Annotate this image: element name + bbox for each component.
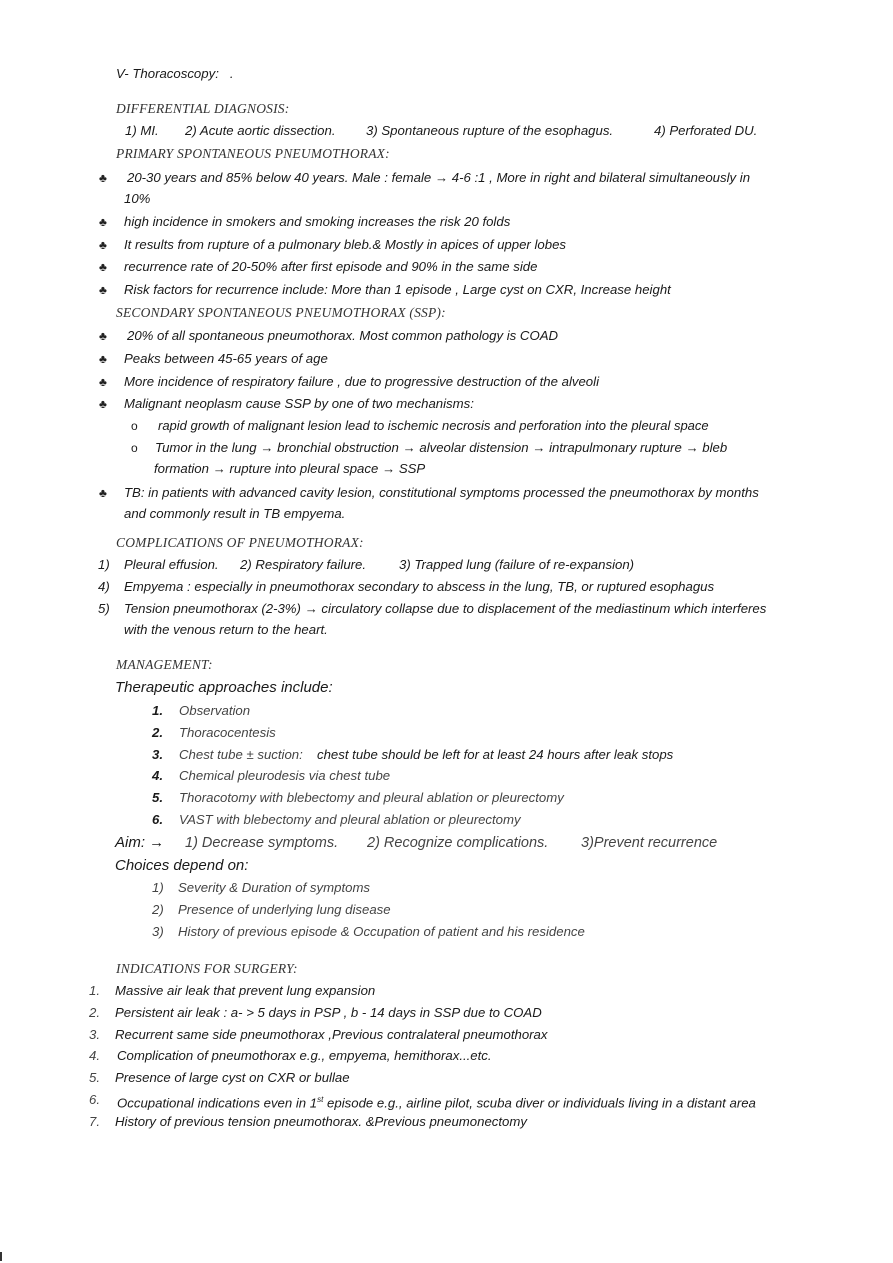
complication-item-continuation: with the venous return to the heart. <box>124 622 328 637</box>
circle-bullet-icon: o <box>131 419 138 433</box>
surgery-item: Massive air leak that prevent lung expansion <box>115 983 376 998</box>
approach-item-note: chest tube should be left for at least 24 hours after leak stops <box>317 747 674 762</box>
complication-number: 4) <box>98 579 110 594</box>
surgery-item: Complication of pneumothorax e.g., empyema, hemithorax...etc. <box>117 1048 492 1063</box>
primary-bullet: It results from rupture of a pulmonary bleb.& Mostly in apices of upper lobes <box>124 237 566 252</box>
club-bullet-icon: ♣ <box>99 397 107 411</box>
secondary-tb-bullet: TB: in patients with advanced cavity lesion, constitutional symptoms processed the pneumothorax by months <box>124 485 759 500</box>
differential-item: 1) MI. <box>125 123 159 138</box>
choice-number: 3) <box>152 924 164 939</box>
primary-bullet: recurrence rate of 20-50% after first episode and 90% in the same side <box>124 259 538 274</box>
choice-item: Severity & Duration of symptoms <box>178 880 371 895</box>
surgery-item: Presence of large cyst on CXR or bullae <box>115 1070 350 1085</box>
approach-item: Chest tube ± suction: <box>179 747 303 762</box>
differential-item: 3) Spontaneous rupture of the esophagus. <box>366 123 614 138</box>
surgery-number: 7. <box>89 1114 100 1129</box>
approach-number: 4. <box>152 768 163 783</box>
aim-label: Aim: → <box>115 834 165 851</box>
section-title-thoracoscopy: V- Thoracoscopy: . <box>116 66 234 81</box>
approach-item: Observation <box>179 703 251 718</box>
differential-heading: DIFFERENTIAL DIAGNOSIS: <box>116 101 290 116</box>
approach-number: 6. <box>152 812 163 827</box>
differential-item: 4) Perforated DU. <box>654 123 758 138</box>
primary-heading: PRIMARY SPONTANEOUS PNEUMOTHORAX: <box>116 146 390 161</box>
club-bullet-icon: ♣ <box>99 260 107 274</box>
aim-item: 1) Decrease symptoms. <box>185 835 339 851</box>
secondary-bullet: 20% of all spontaneous pneumothorax. Most common pathology is COAD <box>127 328 559 343</box>
surgery-number: 2. <box>89 1005 100 1020</box>
approach-item: VAST with blebectomy and pleural ablation or pleurectomy <box>179 812 521 827</box>
approach-number: 1. <box>152 703 163 718</box>
complication-number: 5) <box>98 601 110 616</box>
management-intro: Therapeutic approaches include: <box>115 679 333 696</box>
complication-number: 1) <box>98 557 110 572</box>
approach-item: Thoracocentesis <box>179 725 276 740</box>
circle-bullet-icon: o <box>131 441 138 455</box>
choices-label: Choices depend on: <box>115 857 249 874</box>
surgery-number: 3. <box>89 1027 100 1042</box>
surgery-item: Persistent air leak : a- > 5 days in PSP , b - 14 days in SSP due to COAD <box>115 1005 542 1020</box>
approach-item: Chemical pleurodesis via chest tube <box>179 768 391 783</box>
club-bullet-icon: ♣ <box>99 171 107 185</box>
approach-number: 3. <box>152 747 163 762</box>
club-bullet-icon: ♣ <box>99 486 107 500</box>
secondary-sub-bullet: Tumor in the lung → bronchial obstruction → alveolar distension → intrapulmonary rupture → bleb <box>155 440 728 455</box>
club-bullet-icon: ♣ <box>99 375 107 389</box>
primary-bullet-continuation: 10% <box>124 191 151 206</box>
choice-item: History of previous episode & Occupation of patient and his residence <box>178 924 585 939</box>
club-bullet-icon: ♣ <box>99 329 107 343</box>
secondary-sub-bullet-continuation: formation → rupture into pleural space → SSP <box>154 461 426 476</box>
complication-item: 3) Trapped lung (failure of re-expansion) <box>399 557 635 572</box>
secondary-bullet: Malignant neoplasm cause SSP by one of two mechanisms: <box>124 396 474 411</box>
surgery-number: 6. <box>89 1092 100 1107</box>
club-bullet-icon: ♣ <box>99 283 107 297</box>
complication-item: Empyema : especially in pneumothorax secondary to abscess in the lung, TB, or ruptured esophagus <box>124 579 715 594</box>
primary-bullet: 20-30 years and 85% below 40 years. Male : female → 4-6 :1 , More in right and bilateral simultaneously in <box>127 170 751 185</box>
surgery-heading: INDICATIONS FOR SURGERY: <box>116 961 298 976</box>
scan-edge-mark <box>0 1252 2 1261</box>
surgery-number: 4. <box>89 1048 100 1063</box>
surgery-item: History of previous tension pneumothorax. &Previous pneumonectomy <box>115 1114 527 1129</box>
surgery-item: Occupational indications even in 1st episode e.g., airline pilot, scuba diver or individuals living in a distant area <box>117 1095 756 1111</box>
secondary-bullet: More incidence of respiratory failure , due to progressive destruction of the alveoli <box>124 374 599 389</box>
approach-number: 5. <box>152 790 163 805</box>
complication-item: Tension pneumothorax (2-3%) → circulatory collapse due to displacement of the mediastinum which interferes <box>124 601 767 616</box>
management-heading: MANAGEMENT: <box>116 657 213 672</box>
approach-number: 2. <box>152 725 163 740</box>
choice-number: 2) <box>152 902 164 917</box>
surgery-item: Recurrent same side pneumothorax ,Previous contralateral pneumothorax <box>115 1027 548 1042</box>
club-bullet-icon: ♣ <box>99 238 107 252</box>
secondary-heading: SECONDARY SPONTANEOUS PNEUMOTHORAX (SSP): <box>116 305 446 320</box>
choice-item: Presence of underlying lung disease <box>178 902 391 917</box>
surgery-number: 1. <box>89 983 100 998</box>
choice-number: 1) <box>152 880 164 895</box>
secondary-bullet: Peaks between 45-65 years of age <box>124 351 328 366</box>
complications-heading: COMPLICATIONS OF PNEUMOTHORAX: <box>116 535 364 550</box>
primary-bullet: high incidence in smokers and smoking increases the risk 20 folds <box>124 214 511 229</box>
secondary-sub-bullet: rapid growth of malignant lesion lead to ischemic necrosis and perforation into the pleural space <box>158 418 709 433</box>
surgery-number: 5. <box>89 1070 100 1085</box>
aim-item: 3)Prevent recurrence <box>581 835 718 851</box>
primary-bullet: Risk factors for recurrence include: More than 1 episode , Large cyst on CXR, Increase height <box>124 282 671 297</box>
club-bullet-icon: ♣ <box>99 352 107 366</box>
aim-item: 2) Recognize complications. <box>367 835 549 851</box>
club-bullet-icon: ♣ <box>99 215 107 229</box>
differential-item: 2) Acute aortic dissection. <box>185 123 336 138</box>
complication-item: 2) Respiratory failure. <box>240 557 367 572</box>
complication-item: Pleural effusion. <box>124 557 219 572</box>
secondary-tb-continuation: and commonly result in TB empyema. <box>124 506 346 521</box>
approach-item: Thoracotomy with blebectomy and pleural ablation or pleurectomy <box>179 790 564 805</box>
